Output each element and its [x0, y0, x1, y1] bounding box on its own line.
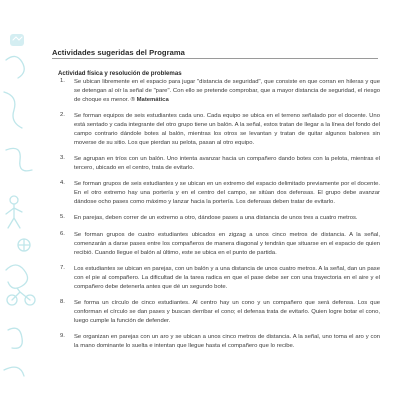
list-item: [60, 214, 380, 223]
item-body: En parejas, deben correr de un extremo a otro, dándose pases a una distancia de unos tres a cuatro metros.: [74, 215, 358, 222]
decorative-margin-illustrations: [0, 0, 48, 400]
item-body: Se ubican libremente en el espacio para jugar "distancia de seguridad", que consiste en que corran en hileras y que se detengan al oír la señal de "pare". Con ello se pretende comprobar, que a mayor distancia de seguridad, el riesgo de choque es menor. ®: [74, 79, 380, 103]
item-number: 1.: [60, 78, 65, 84]
item-body: Se forman grupos de seis estudiantes y se ubican en un extremo del espacio delimitado previamente por el docente. En el otro extremo hay una portería y en el centro del campo, se sitúan dos defensas. El grupo debe avanzar dándose ocho pases como máximo y lanzar hacia la portería. Los defensas deben tratar de evitarlo.: [74, 181, 380, 206]
item-number: 8.: [60, 298, 65, 305]
item-text: [74, 155, 380, 173]
item-text: [74, 333, 380, 351]
item-text: [74, 265, 380, 292]
item-text: [74, 299, 380, 326]
item-text: [74, 231, 380, 258]
list-item: [60, 78, 380, 105]
page-title: Actividades sugeridas del Programa: [52, 48, 185, 57]
item-number: 2.: [60, 112, 65, 119]
section-title: Actividad física y resolución de problemas: [58, 70, 182, 77]
item-text: [74, 180, 380, 207]
item-body: Se organizan en parejas con un aro y se ubican a unos cinco metros de distancia. A la señal, uno toma el aro y con la mano dominante lo suelta e intentan que llegue hasta el compañero que lo recibe.: [74, 334, 380, 349]
list-item: [60, 180, 380, 207]
item-number: 7.: [60, 264, 65, 271]
item-number: 5.: [60, 214, 65, 221]
item-text: [74, 78, 380, 105]
activity-list: [60, 78, 380, 358]
item-text: [74, 214, 380, 223]
list-item: [60, 231, 380, 258]
item-body: Se forman equipos de seis estudiantes cada uno. Cada equipo se ubica en el terreno señalado por el docente. Uno está sentado y cada integrante del otro grupo tiene un balón. A la señal, estos tratan de llegar a la línea del fondo del campo contrario dándole botes al balón, mientras los otros se levantan y tratan de quitar algunos balones sin moverse de su sitio. Los que pierdan su pelota, pasan al otro equipo.: [74, 113, 380, 146]
list-item: [60, 333, 380, 351]
item-body: Se agrupan en tríos con un balón. Uno intenta avanzar hacia un compañero dando botes con la pelota, mientras el tercero, ubicado en el centro, trata de evitarlo.: [74, 156, 380, 172]
item-body: Los estudiantes se ubican en parejas, con un balón y a una distancia de unos cuatro metros. A la señal, dan un pase con el pie al compañero. La dificultad de la tarea radica en que el pase debe ser con una trayectoria en el aire y el compañero debe detenerla antes que dé un segundo bote.: [74, 265, 380, 290]
item-body: Se forma un círculo de cinco estudiantes. Al centro hay un cono y un compañero que será defensa. Los que conforman el círculo se dan pases y buscan derribar el cono; el defensa trata de evitarlo. Quien logre botar el cono, luego cumple la función de defender.: [74, 299, 380, 324]
header-divider: [52, 58, 378, 59]
item-number: 6.: [60, 230, 65, 237]
item-number: 3.: [60, 155, 65, 162]
item-number: 4.: [60, 180, 65, 187]
list-item: [60, 155, 380, 173]
list-item: [60, 265, 380, 292]
item-text: [74, 112, 380, 148]
list-item: [60, 112, 380, 148]
item-number: 9.: [60, 333, 65, 340]
item-body: Se forman grupos de cuatro estudiantes ubicados en zigzag a unos cinco metros de distancia. A la señal, comenzarán a darse pases entre los compañeros de manera diagonal y tendrán que situarse en el espacio de quien recibió. Cuando llegue el balón al último, este se ubica en el punto de partida.: [74, 231, 380, 256]
list-item: [60, 299, 380, 326]
subject-tag: Matemática: [136, 96, 169, 103]
